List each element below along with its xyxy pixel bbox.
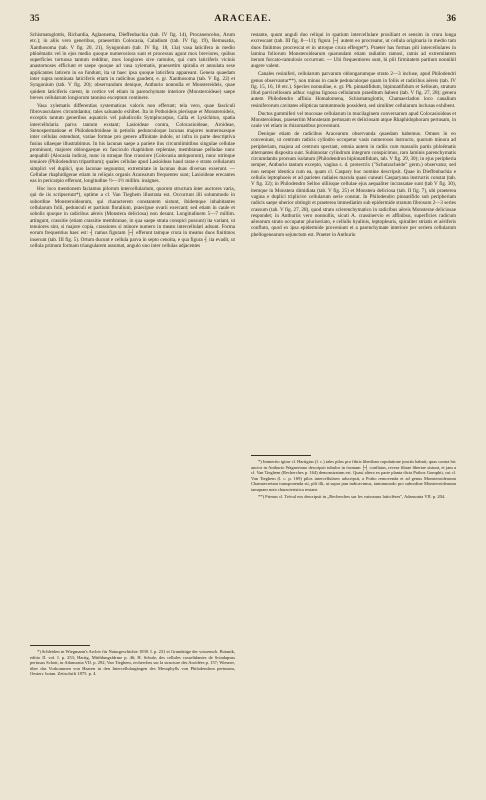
paragraph: Vasa xylematis differentias systematicas valoris non efferunt; tela vero, quae fasciculi fibrovasculares circumdantur, tales saluando exhibet. Ita in Pothoideis plerisque et Monsteroideis, exceptis tantum generibus aquaticis vel paludicolis Symplocarpus, Calla et Lysichiton, spatia intercellularia parva tantum exstant; Lasioideae contra, Colocasioideae, Aroideae, Stenospermatieae et Philodendroideae in petiolis pedunculoque lacunas majores numerosasque inter cellulas ostendunt, variae formae pro genere affinitate indole, ut infra in parte descriptiva fusius ullaeque illustrabimus. In his lacunas saepe a pariete ilus circumlimitibus singulae cellulae prominunt, majores oblongaeque ex fasciculo rhaphidum replentae, membranae pelludae nunc aequabili (Alocasia indica), nunc in utraque fine crassiore (Colocasia antiquorum), nunc utrinque tenuiore (Philodendron tripartitum); quales cellulae apud Lasioideas haud rarae e strato cellularum simplici vel duplici, quo lacunae seguuntur, extremitate in lacunas duas diversas exserunt. — Cellulae rhaphidigerae etiam in reliquis organis Aracearum frequentes sunt; Lasioideae erecantes eas in pericarpio efferunt, longitudine ½—1½ millim. insignes. (30, 102, 235, 185)
left-footnotes (30, 649, 235, 769)
footnote: *) Schleiden in Wiegmann's Archiv für Naturgeschichte 1839. I. p. 231 et Grundzüge der wissensch. Botanik, editio II. vol. I. p. 253; Hartig, Mitthlungsfdrme p. 46; H. Schulz, des cellules cosselidantes de Scindapsus pertusus Schott, in Adansonia VII. p. 292; Van Tieghem, recherches sur la structure des Aroïdées p. 157; Wiesner, über das Vorkommen von Haaren in den Intercellulargängen des Mesophylls von Philodendron pertusum, Oesterr. botan. Zeitschrift 1875. p. 4. (30, 649, 235, 676)
footnote-rule (30, 645, 90, 646)
paragraph: Denique etiam de radicibus Aracearum observanda quaedam habemus. Omnes in eo conveniunt, ut centrum radicis cylindro occupetur vasis numerosos instructo, quorum minora ad peripheriam, majora ad centrum spectant, omnia autem in radiis cum massulis partis phloëmatis alternantes disposita sunt. Subinnotar cylindrum integrum conspicimus, raro laminis parenchymatis circumdantis prorsum isolatum (Philodendron bipinnatifidum, tab. V fig. 29, 30); in ejus peripheria semper, Anthurio tantum excepto, vagina s. d. protectrix ("Schutzscheide" germ.) observatur, sed non semper identica cum ea, quam cl. Caspary hoc nomine descripsit. Quae in Dieffenbachia e cellulis leptophoeis et ad parietes radiales macula quasi cuneati Casparyana instructis constat (tab. V fig. 32); in Philodendro Selloo ulliisque cellulae ejus aequaliter incrassatae sunt (tab V fig. 30), itemque in Monstera dimidiata (tab. V fig. 25) et Monstera deliciosa (tab. II fig. 7), ubi praeterea vagina e duplici triplicive cellularum serie constat. In Philodendro pinnatifido sub peripheriam radicis saepe uberior obtingit et praeterea immediatim sub epidermide stratum fibrosum 2—3 series crassum (tab. V fig. 27, 28), quod strato sclerenchymatico in radicibus aëreis Monsterae deliciosae respondet; in Anthuriis vero nonnullis, sicuti A. crassinervio et affinibus, superficies radicum aërearum strato occupatur pluriseriato, e cellulis hyalinis, leptopleuris, spiraliter striatis et aëriferis confluto, quod ex ipsa epidermide proveniunt et a parenchymate interiore per seriem cellularum phellogenearum sejunctum est. Praeter in Anthurio (251, 130, 456, 238)
footnote-rule (251, 455, 311, 456)
paragraph: Hoc loco mentionem faciamus pilorum intercellularium, quorum structura inter auctores varia, qui de iis scripserunt*), optime a cl. Van Tieghem illustrata est. Occurrunt illi solummodo in subordine Monsteroidearum, qui characterem constantem sistunt, ibidemque inhabitantes cellularum folii, pedunculi et partium floralium, praecipue ovarii exercant; sed etiam in caule et sobolis quoque in radicibus aëreis (Monstera deliciosa) non desunt. Longitudinem 5—7 millim. attingunt, crassitie (etiam crassitie membranae, in qua saepe strata conspici possunt) ita variant, ut tenuiores sint, si majore copia, crassiores si minore numero in meatu intercellulari adsunt. Forma eorum frequentius haec est: ┤ ramus figuram ├┤ efferunt tamque crura in meatus duos finitimos inserunt (tab. III fig. 5). Ortum ducunt e cellula parva in septo cenoita, e qua figura ┤ ita evadit, ut cellula primum formam triangularem assumat, angulo uno inter cellulas adjacentes (30, 186, 235, 249)
right-footnotes (251, 459, 456, 749)
page-number-left: 35 (30, 14, 40, 24)
page-header (30, 14, 456, 28)
running-title: ARACEAE. (214, 14, 272, 24)
paragraph: Schismatoglottis, Richardia, Aglaonema, Dieffenbachia (tab. IV fig. 14), Procanencelus, Arum etc.); in aliis vero generibus, praesertim Colocasia, Caladium (tab. IV fig. 19), Remusatia, Xanthosoma (tab. V fig. 20, 21), Syngonium (tab. IV fig. 18, 13a) vasa laticifera in medio phloëmatis vel in ejus medio quoque numerosiora sunt et processus agunt mox breviores, quibus superficies tortuosa tantum redditur, mox longiores sive ramulos, qui cum laticiferis vicinis anastomoses efficiunt et saepe quoque ad vasa xylematis, praesertim spiralia et annulata sese applicantes laticem in ea fundunt, ita ut haec ipsa quoque laticifera appareant. Genera quaedam inter supra nominata laticiferis etiam in radicibus gaudent, e. gr. Xanthosoma (tab. V fig. 22) et Syngonium (tab. V fig. 20); observandum denique, Anthurio nonnulla et Monstereideis, quae quidem laticiferis carent, in cortice vel etiam in parenchymate interiore (Monsteroideae) saepe breves cellularum longiorum tannino exceptum continere. (30, 32, 235, 101)
paragraph: Canales resiniferi, cellularum parvarum oblongarumque strato 2—3 incluse, apud Philodendri genus observantur**), non minus in caule pedunculoque quam in foliis et radicibus aëreis (tab. IV fig. 15, 16, 18 etc.). Species nonnullae, e. gr. Ph. pinnatifidum, bipinnatifidum et Selloum, stratum illud parvicellosum adhuc vagina lignosa cellularum praeditum habent (tab. V fig. 27, 28); genera autem Philodendro affinia Homalomena, Schismatoglottis, Chamaecladon loco canalium resiniferorum cavitates ellipticas tantummodo possident, sed similiter cellularum inclusas exhibent. (251, 71, 456, 109)
left-column-body (30, 32, 235, 640)
left-column (30, 32, 235, 769)
page-number-right: 36 (446, 14, 456, 24)
paragraph: restante, quum anguli duo reliqui in spatium intercellulare prosiliant et sensim in crura longa excrescant (tab. III fig. 8—11); figura ├┤ autem eo procreatur, ut cellula originaria in medio tam duos finitimos procrescat et in utroque crura efferget*). Praeter has formas pili intercellulares in lamina foliorum Monsteroidearum quarundam etiam radiatim ramosi, ramis ad extremitatem iterum furcato-ramulosis occurrunt. — Ubi frequentiores sunt, hi pili firmitatem partium nonnihil augere valent. (251, 32, 456, 70)
paragraph: Ductus gummiferi vel mucosae cellularum in mucilaginem conversarum apud Colocasioideas et Monsteroideas, praesertim Monsteram pertusam et deliciosam atque Rhaphidophoram pertusam, in caule vel etiam in rhizomatibus proveniunt. (251, 110, 456, 130)
footnote: *) Immerito igitur cl. Hartigius (l. c.) tales pilos pro fibris liberiban copulatione junctis habuit; quas contra hic auctor in Anthurio Wagneriano descripsit tubulos in formam ├┤ conflatas, revera fibrae liberiae sistunt, et jam a cl. Van Tieghem (Recherches p. 164) demonstratum est. Quasi altera ex parte planta dicta Pothos Gomphii, cui cl. Van Tieghem (l. c. p. 169) pilos intercellulares adscripsit, a Potho removenda et ad genus Monsteroidearum Chamaecretam transponenda sit, pili illi, ut supra jam indicavimus, tantummodo pro subordine Monsteroidearum tamquam nota characteristica restant. (251, 459, 456, 492)
right-column-body (251, 32, 456, 450)
right-column (251, 32, 456, 749)
footnote: **) Primus cl. Tréc​ul eos descripsit in „Recherches sur les vaisseaux laticifères", Adansonia VII. p. 204. (258, 493, 446, 499)
